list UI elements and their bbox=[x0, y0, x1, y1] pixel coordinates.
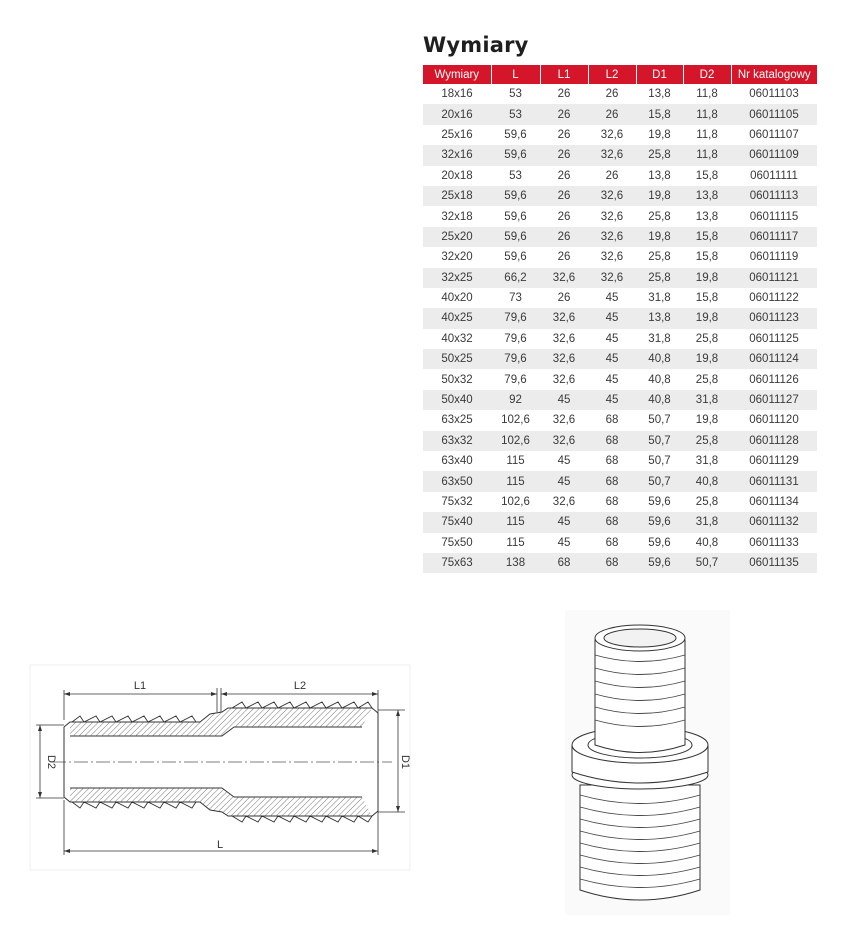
table-cell: 31,8 bbox=[695, 455, 719, 468]
table-cell: 32x25 bbox=[423, 268, 491, 288]
table-cell: 19,8 bbox=[636, 227, 683, 247]
table-cell: 40x25 bbox=[423, 308, 491, 328]
table-cell: 32,6 bbox=[552, 496, 576, 508]
table-cell: 102,6 bbox=[501, 414, 530, 427]
table-cell: 59,6 bbox=[636, 553, 683, 573]
table-cell: 66,2 bbox=[491, 268, 540, 288]
table-cell: 20x18 bbox=[441, 169, 473, 182]
table-cell: 79,6 bbox=[504, 373, 527, 386]
table-cell: 40x20 bbox=[441, 292, 473, 305]
table-cell: 06011125 bbox=[749, 332, 799, 345]
table-cell: 79,6 bbox=[491, 308, 540, 328]
table-cell: 19,8 bbox=[695, 414, 719, 427]
table-cell: 15,8 bbox=[636, 104, 683, 124]
table-cell: 11,8 bbox=[696, 128, 718, 141]
table-cell: 63x40 bbox=[441, 455, 473, 468]
table-cell: 13,8 bbox=[648, 169, 671, 182]
table-cell: 50x32 bbox=[441, 373, 473, 386]
table-cell: 26 bbox=[557, 88, 571, 101]
table-cell: 32,6 bbox=[540, 431, 588, 451]
table-cell: 19,8 bbox=[648, 128, 671, 141]
header-d2: D2 bbox=[683, 65, 731, 84]
table-cell: 06011132 bbox=[731, 512, 817, 532]
table-cell: 32,6 bbox=[588, 227, 636, 247]
table-cell: 13,8 bbox=[695, 210, 719, 223]
table-cell: 75x50 bbox=[441, 536, 473, 549]
table-cell: 50,7 bbox=[648, 455, 671, 468]
table-cell: 32,6 bbox=[600, 251, 624, 264]
table-cell: 32,6 bbox=[540, 268, 588, 288]
table-cell: 25x18 bbox=[423, 186, 491, 206]
header-d1: D1 bbox=[636, 65, 683, 84]
table-cell: 25,8 bbox=[648, 210, 671, 223]
table-cell: 32x18 bbox=[441, 210, 473, 223]
table-cell: 15,8 bbox=[695, 292, 719, 305]
table-cell: 06011115 bbox=[749, 210, 799, 223]
table-cell: 68 bbox=[588, 431, 636, 451]
table-cell: 53 bbox=[509, 88, 522, 101]
table-cell: 45 bbox=[557, 455, 571, 468]
table-cell: 06011131 bbox=[731, 471, 817, 491]
table-cell: 50,7 bbox=[683, 553, 731, 573]
table-cell: 50,7 bbox=[648, 414, 671, 427]
table-cell: 115 bbox=[491, 471, 540, 491]
table-cell: 53 bbox=[491, 104, 540, 124]
table-cell: 32,6 bbox=[540, 349, 588, 369]
table-cell: 59,6 bbox=[636, 512, 683, 532]
table-cell: 06011105 bbox=[731, 104, 817, 124]
table-cell: 45 bbox=[540, 471, 588, 491]
table-cell: 26 bbox=[540, 186, 588, 206]
table-cell: 06011107 bbox=[749, 128, 799, 141]
table-cell: 45 bbox=[588, 308, 636, 328]
header-l2: L2 bbox=[588, 65, 636, 84]
table-cell: 32,6 bbox=[552, 373, 576, 386]
table-cell: 40x32 bbox=[441, 332, 473, 345]
table-cell: 06011111 bbox=[750, 169, 798, 182]
table-cell: 25,8 bbox=[695, 496, 719, 508]
table-cell: 50x40 bbox=[423, 390, 491, 410]
table-cell: 73 bbox=[509, 292, 522, 305]
table-cell: 06011135 bbox=[731, 553, 817, 573]
table-cell: 31,8 bbox=[648, 292, 671, 305]
table-cell: 92 bbox=[491, 390, 540, 410]
header-wymiary: Wymiary bbox=[423, 65, 491, 84]
table-cell: 15,8 bbox=[695, 251, 719, 264]
table-cell: 32,6 bbox=[588, 186, 636, 206]
table-cell: 06011119 bbox=[749, 251, 799, 264]
table-cell: 06011120 bbox=[749, 414, 799, 427]
table-cell: 45 bbox=[605, 332, 619, 345]
table-cell: 13,8 bbox=[636, 308, 683, 328]
table-cell: 102,6 bbox=[501, 496, 530, 508]
table-cell: 32,6 bbox=[540, 308, 588, 328]
table-cell: 06011122 bbox=[749, 292, 799, 305]
table-cell: 40,8 bbox=[648, 373, 671, 386]
table-cell: 79,6 bbox=[504, 332, 527, 345]
table-cell: 68 bbox=[605, 414, 619, 427]
table-cell: 45 bbox=[588, 390, 636, 410]
table-cell: 59,6 bbox=[648, 496, 671, 508]
table-cell: 63x32 bbox=[423, 431, 491, 451]
table-cell: 115 bbox=[506, 536, 525, 549]
table-cell: 102,6 bbox=[491, 431, 540, 451]
table-cell: 06011109 bbox=[731, 145, 817, 165]
table-cell: 15,8 bbox=[683, 227, 731, 247]
table-cell: 19,8 bbox=[683, 268, 731, 288]
table-cell: 11,8 bbox=[683, 145, 731, 165]
table-cell: 25,8 bbox=[683, 431, 731, 451]
table-cell: 13,8 bbox=[683, 186, 731, 206]
table-cell: 63x50 bbox=[423, 471, 491, 491]
table-cell: 75x40 bbox=[423, 512, 491, 532]
table-cell: 138 bbox=[491, 553, 540, 573]
table-cell: 50,7 bbox=[636, 431, 683, 451]
table-cell: 45 bbox=[540, 390, 588, 410]
table-cell: 25,8 bbox=[648, 251, 671, 264]
table-cell: 06011121 bbox=[731, 268, 817, 288]
table-cell: 59,6 bbox=[504, 251, 527, 264]
table-cell: 25,8 bbox=[636, 268, 683, 288]
table-cell: 06011129 bbox=[749, 455, 799, 468]
label-d1: D1 bbox=[399, 754, 411, 770]
table-cell: 45 bbox=[540, 512, 588, 532]
table-cell: 19,8 bbox=[683, 349, 731, 369]
table-cell: 59,6 bbox=[504, 128, 527, 141]
table-cell: 06011123 bbox=[731, 308, 817, 328]
table-cell: 45 bbox=[605, 373, 619, 386]
table-cell: 32,6 bbox=[552, 414, 576, 427]
table-cell: 115 bbox=[506, 455, 525, 468]
table-cell: 75x32 bbox=[441, 496, 473, 508]
table-cell: 26 bbox=[557, 210, 571, 223]
table-cell: 32x20 bbox=[441, 251, 473, 264]
table-cell: 59,6 bbox=[504, 210, 527, 223]
table-cell: 45 bbox=[588, 349, 636, 369]
table-cell: 25,8 bbox=[636, 145, 683, 165]
table-cell: 32,6 bbox=[600, 210, 624, 223]
table-cell: 26 bbox=[540, 104, 588, 124]
table-cell: 32,6 bbox=[552, 332, 576, 345]
table-cell: 50x25 bbox=[423, 349, 491, 369]
table-cell: 06011133 bbox=[749, 536, 799, 549]
table-cell: 19,8 bbox=[636, 186, 683, 206]
table-cell: 26 bbox=[588, 104, 636, 124]
table-cell: 06011127 bbox=[731, 390, 817, 410]
table-cell: 40,8 bbox=[695, 536, 719, 549]
table-cell: 63x25 bbox=[441, 414, 473, 427]
table-cell: 06011134 bbox=[749, 496, 799, 508]
label-d2: D2 bbox=[45, 754, 57, 770]
table-cell: 59,6 bbox=[491, 145, 540, 165]
table-cell: 26 bbox=[557, 128, 571, 141]
label-l: L bbox=[216, 839, 224, 851]
table-cell: 11,8 bbox=[696, 88, 718, 101]
table-cell: 25x16 bbox=[441, 128, 473, 141]
table-cell: 26 bbox=[605, 88, 619, 101]
table-cell: 31,8 bbox=[648, 332, 671, 345]
table-cell: 06011103 bbox=[749, 88, 799, 101]
section-title: Wymiary bbox=[423, 33, 529, 57]
table-cell: 68 bbox=[588, 471, 636, 491]
table-cell: 25,8 bbox=[695, 373, 719, 386]
table-cell: 68 bbox=[605, 455, 619, 468]
table-cell: 26 bbox=[557, 169, 571, 182]
table-cell: 26 bbox=[557, 292, 571, 305]
table-cell: 26 bbox=[557, 251, 571, 264]
table-cell: 26 bbox=[605, 169, 619, 182]
table-cell: 26 bbox=[540, 227, 588, 247]
table-cell: 06011113 bbox=[731, 186, 817, 206]
table-cell: 32,6 bbox=[588, 145, 636, 165]
table-cell: 20x16 bbox=[423, 104, 491, 124]
table-cell: 59,6 bbox=[491, 186, 540, 206]
table-cell: 79,6 bbox=[491, 349, 540, 369]
table-cell: 06011128 bbox=[731, 431, 817, 451]
table-cell: 45 bbox=[557, 536, 571, 549]
header-catalog-number: Nr katalogowy bbox=[731, 65, 817, 84]
table-cell: 68 bbox=[588, 512, 636, 532]
table-cell: 06011124 bbox=[731, 349, 817, 369]
table-cell: 45 bbox=[605, 292, 619, 305]
table-cell: 25x20 bbox=[423, 227, 491, 247]
product-illustration bbox=[565, 610, 730, 915]
table-cell: 32,6 bbox=[588, 268, 636, 288]
table-cell: 40,8 bbox=[636, 349, 683, 369]
table-cell: 53 bbox=[509, 169, 522, 182]
label-l1: L1 bbox=[133, 680, 147, 692]
table-cell: 32,6 bbox=[600, 128, 624, 141]
table-cell: 06011117 bbox=[731, 227, 817, 247]
table-cell: 115 bbox=[491, 512, 540, 532]
table-cell: 40,8 bbox=[683, 471, 731, 491]
table-cell: 50,7 bbox=[636, 471, 683, 491]
table-cell: 59,6 bbox=[491, 227, 540, 247]
table-cell: 68 bbox=[588, 553, 636, 573]
table-cell: 75x63 bbox=[423, 553, 491, 573]
table-cell: 31,8 bbox=[683, 390, 731, 410]
table-cell: 19,8 bbox=[683, 308, 731, 328]
table-cell: 26 bbox=[540, 145, 588, 165]
table-cell: 18x16 bbox=[441, 88, 473, 101]
header-l1: L1 bbox=[540, 65, 588, 84]
table-cell: 59,6 bbox=[648, 536, 671, 549]
table-cell: 15,8 bbox=[695, 169, 719, 182]
table-cell: 11,8 bbox=[683, 104, 731, 124]
table-cell: 68 bbox=[605, 496, 619, 508]
table-cell: 40,8 bbox=[636, 390, 683, 410]
label-l2: L2 bbox=[293, 680, 307, 692]
table-cell: 68 bbox=[540, 553, 588, 573]
table-cell: 31,8 bbox=[683, 512, 731, 532]
table-cell: 32x16 bbox=[423, 145, 491, 165]
header-l: L bbox=[491, 65, 540, 84]
table-cell: 25,8 bbox=[695, 332, 719, 345]
table-cell: 68 bbox=[605, 536, 619, 549]
table-cell: 13,8 bbox=[648, 88, 671, 101]
table-cell: 06011126 bbox=[749, 373, 799, 386]
